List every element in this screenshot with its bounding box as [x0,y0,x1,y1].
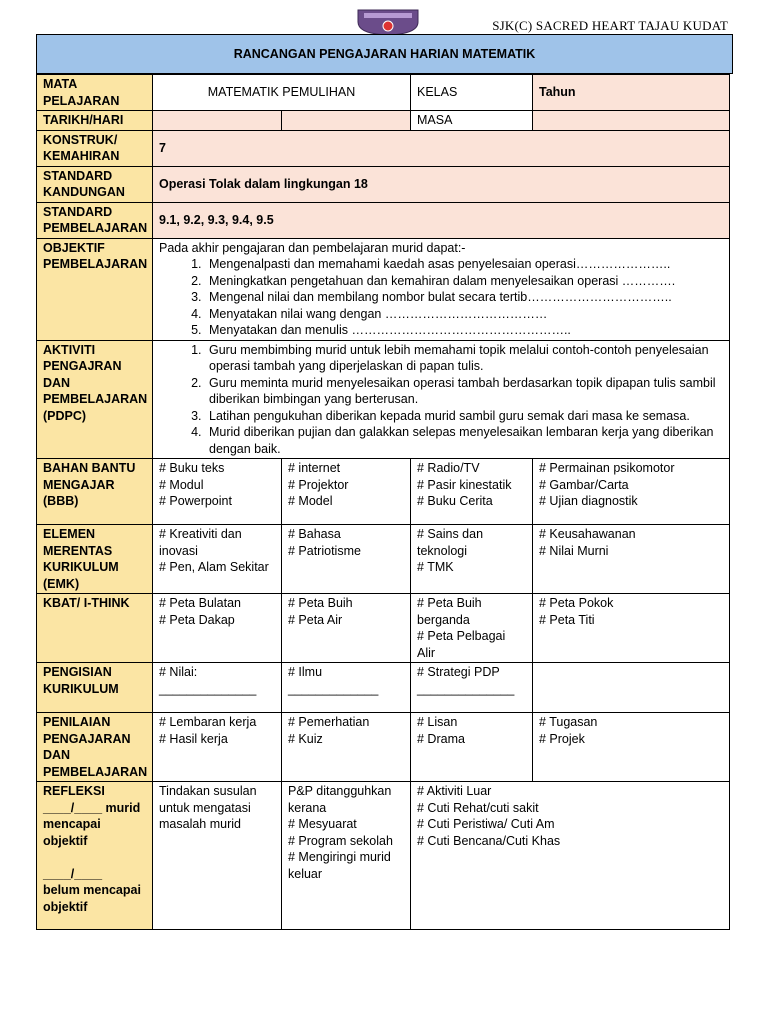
objektif-intro: Pada akhir pengajaran dan pembelajaran murid dapat:- [159,240,466,255]
mata-pelajaran-value: MATEMATIK PEMULIHAN [153,75,411,111]
bbb-item: # Modul [159,477,204,492]
bbb-col-1 [153,459,282,525]
aktiviti-item: 1. Guru membimbing murid untuk lebih memahami topik melalui contoh-contoh penyelesaian operasi tambah yang diperjelaskan di papan tulis. [205,342,723,375]
emk-item: # TMK [417,560,454,574]
penilaian-item: # Projek [539,731,585,746]
refleksi-label-line: objektif [43,833,88,848]
bbb-item: # Projektor [288,477,349,492]
bbb-item: # Buku Cerita [417,494,493,508]
row-konstruk [37,130,730,166]
kbat-item: # Peta Buih berganda [417,596,486,627]
penilaian-col-2 [282,713,411,782]
row-tarikh [37,111,730,131]
row-bbb [37,459,730,525]
pengisian-blank: ______________ [159,681,257,696]
kbat-item: # Peta Buih [288,596,353,610]
objektif-item: 4. Menyatakan nilai wang dengan ………………………………… [205,306,723,323]
objektif-item: 5. Menyatakan dan menulis …………………………………………….. [205,322,723,339]
emk-col-1 [153,525,282,594]
pengisian-col-1 [153,663,282,713]
kbat-item: # Peta Air [288,612,343,627]
refleksi-label [37,782,153,930]
document-title: RANCANGAN PENGAJARAN HARIAN MATEMATIK [36,34,733,74]
row-mata-pelajaran [37,75,730,111]
row-emk [37,525,730,594]
pengisian-label: PENGISIAN KURIKULUM [37,663,153,713]
bbb-item: # Powerpoint [159,494,232,508]
penilaian-item: # Tugasan [539,715,598,729]
refleksi-label-line: ____/____ [43,866,103,881]
emk-label: ELEMEN MERENTAS KURIKULUM (EMK) [37,525,153,594]
kelas-value: Tahun [533,75,730,111]
pengisian-item: # Ilmu [288,665,323,679]
hari-field [282,111,411,131]
row-refleksi [37,782,730,930]
bbb-item: # Model [288,494,333,508]
refleksi-label-line: ____/____ murid [43,800,141,815]
school-crest-logo [356,8,420,36]
bbb-item: # Gambar/Carta [539,477,629,492]
penilaian-col-3 [411,713,533,782]
penilaian-item: # Kuiz [288,731,323,746]
objektif-list [159,256,723,339]
refleksi-item: # Aktiviti Luar [417,784,492,798]
kbat-item: # Peta Pelbagai Alir [417,629,509,660]
penilaian-item: # Pemerhatian [288,715,370,729]
standard-pembelajaran-label: STANDARD PEMBELAJARAN [37,202,153,238]
refleksi-item: # Cuti Peristiwa/ Cuti Am [417,817,555,831]
penilaian-label: PENILAIAN PENGAJARAN DAN PEMBELAJARAN [37,713,153,782]
pengisian-blank: _____________ [288,681,379,696]
refleksi-item: # Mesyuarat [288,817,357,831]
emk-item: # Keusahawanan [539,527,636,541]
refleksi-item: # Program sekolah [288,833,393,848]
penilaian-col-4 [533,713,730,782]
bbb-label: BAHAN BANTU MENGAJAR (BBB) [37,459,153,525]
lesson-plan-document [36,34,733,930]
kbat-col-1 [153,594,282,663]
refleksi-item: # Mengiringi murid keluar [288,850,395,881]
objektif-content [153,238,730,340]
bbb-item: # Ujian diagnostik [539,494,638,508]
row-pengisian [37,663,730,713]
kbat-item: # Peta Bulatan [159,596,242,610]
kbat-col-3 [411,594,533,663]
kbat-item: # Peta Dakap [159,612,235,627]
school-name: SJK(C) SACRED HEART TAJAU KUDAT [492,18,728,33]
bbb-item: # Radio/TV [417,461,480,475]
row-penilaian [37,713,730,782]
konstruk-label: KONSTRUK/ KEMAHIRAN [37,130,153,166]
refleksi-item: Tindakan susulan untuk mengatasi masalah murid [159,784,261,831]
aktiviti-label: AKTIVITI PENGAJRAN DAN PEMBELAJARAN (PDPC) [37,340,153,459]
emk-item: # Pen, Alam Sekitar [159,560,269,574]
aktiviti-list [159,342,723,458]
penilaian-col-1 [153,713,282,782]
penilaian-item: # Hasil kerja [159,731,228,746]
aktiviti-item: 4. Murid diberikan pujian dan galakkan selepas menyelesaikan lembaran kerja yang diberikan dengan baik. [205,424,723,457]
penilaian-item: # Lisan [417,715,458,729]
kbat-col-2 [282,594,411,663]
aktiviti-item: 2. Guru meminta murid menyelesaikan operasi tambah berdasarkan topik dipapan tulis sambil diberikan bimbingan yang berterusan. [205,375,723,408]
pengisian-col-3 [411,663,533,713]
pengisian-item: # Nilai: [159,665,198,679]
refleksi-label-line: REFLEKSI [43,784,105,798]
penilaian-item: # Drama [417,731,465,746]
refleksi-label-line: objektif [43,899,88,914]
aktiviti-item: 3. Latihan pengukuhan diberikan kepada murid sambil guru semak dari masa ke semasa. [205,408,723,425]
penilaian-item: # Lembaran kerja [159,715,257,729]
row-standard-kandungan [37,166,730,202]
kbat-item: # Peta Titi [539,612,595,627]
bbb-col-4 [533,459,730,525]
emk-item: # Sains dan teknologi [417,527,487,558]
emk-col-4 [533,525,730,594]
refleksi-item: # Cuti Rehat/cuti sakit [417,800,539,815]
row-aktiviti [37,340,730,459]
kbat-label: KBAT/ I-THINK [37,594,153,663]
emk-col-2 [282,525,411,594]
bbb-col-3 [411,459,533,525]
tarikh-label: TARIKH/HARI [37,111,153,131]
emk-item: # Kreativiti dan inovasi [159,527,246,558]
lesson-plan-table [36,74,730,930]
refleksi-item: P&P ditangguhkan kerana [288,784,395,815]
pengisian-blank: ______________ [417,681,515,696]
refleksi-col-1 [153,782,282,930]
refleksi-label-line: belum mencapai [43,883,141,897]
standard-pembelajaran-value: 9.1, 9.2, 9.3, 9.4, 9.5 [153,202,730,238]
masa-field [533,111,730,131]
masa-label: MASA [411,111,533,131]
refleksi-label-line: mencapai [43,817,101,831]
tarikh-field [153,111,282,131]
emk-item: # Patriotisme [288,543,361,558]
row-objektif [37,238,730,340]
kelas-label: KELAS [411,75,533,111]
aktiviti-content [153,340,730,459]
bbb-item: # Permainan psikomotor [539,461,675,475]
objektif-item: 3. Mengenal nilai dan membilang nombor bulat secara tertib…………………………….. [205,289,723,306]
bbb-item: # Buku teks [159,461,225,475]
konstruk-value: 7 [153,130,730,166]
emk-item: # Nilai Murni [539,543,609,558]
refleksi-col-3 [411,782,730,930]
kbat-col-4 [533,594,730,663]
objektif-item: 2. Meningkatkan pengetahuan dan kemahiran dalam menyelesaikan operasi …………. [205,273,723,290]
kbat-item: # Peta Pokok [539,596,614,610]
emk-item: # Bahasa [288,527,341,541]
refleksi-label-line [43,849,146,866]
pengisian-item: # Strategi PDP [417,665,500,679]
row-standard-pembelajaran [37,202,730,238]
objektif-label: OBJEKTIF PEMBELAJARAN [37,238,153,340]
pengisian-col-2 [282,663,411,713]
row-kbat [37,594,730,663]
emk-col-3 [411,525,533,594]
standard-kandungan-value: Operasi Tolak dalam lingkungan 18 [153,166,730,202]
bbb-item: # internet [288,461,341,475]
bbb-item: # Pasir kinestatik [417,477,512,492]
standard-kandungan-label: STANDARD KANDUNGAN [37,166,153,202]
refleksi-col-2 [282,782,411,930]
refleksi-item: # Cuti Bencana/Cuti Khas [417,833,561,848]
objektif-item: 1. Mengenalpasti dan memahami kaedah asas penyelesaian operasi………………….. [205,256,723,273]
bbb-col-2 [282,459,411,525]
pengisian-col-4 [533,663,730,713]
mata-pelajaran-label: MATA PELAJARAN [37,75,153,111]
